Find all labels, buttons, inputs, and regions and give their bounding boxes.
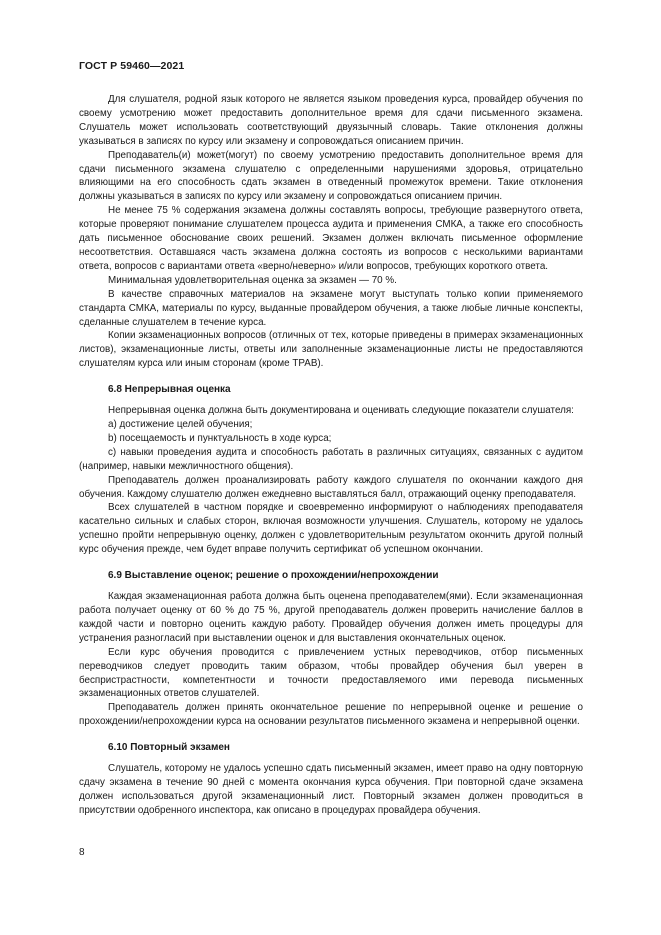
paragraph: Копии экзаменационных вопросов (отличных от тех, которые приведены в примерах экзаменационных листов), экзаменационные листы, ответы или заполненные экзаменационные листы не предоставляются слушателям курса или иным сторонам (кроме ТРАВ). xyxy=(79,330,583,370)
paragraph: Не менее 75 % содержания экзамена должны составлять вопросы, требующие развернутого ответа, которые проверяют понимание слушателем процесса аудита и применения СМКА, а также его способность дать письменное обоснование своих решений. Экзамен должен включать письменное оформление несоответствия. Оставшаяся часть экзамена должна состоять из вопросов с несколькими вариантами ответа, вопросов с вариантами ответа «верно/неверно» и/или вопросов, требующих короткого ответа. xyxy=(79,205,583,272)
paragraph: Непрерывная оценка должна быть документирована и оценивать следующие показатели слушателя: xyxy=(108,405,574,417)
list-item: a) достижение целей обучения; xyxy=(108,419,253,431)
document-body xyxy=(79,93,583,818)
section-heading-6-9: 6.9 Выставление оценок; решение о прохождении/непрохождении xyxy=(108,570,439,582)
document-header: ГОСТ Р 59460—2021 xyxy=(79,60,185,72)
section-heading-6-8: 6.8 Непрерывная оценка xyxy=(108,384,231,396)
paragraph: Для слушателя, родной язык которого не является языком проведения курса, провайдер обучения по своему усмотрению может предоставить дополнительное время для сдачи письменного экзамена. Слушатель может использовать соответствующий двуязычный словарь. Такие отклонения должны указываться в записях по курсу или экзамену и сопровождаться описанием причин. xyxy=(79,94,583,147)
paragraph: В качестве справочных материалов на экзамене могут выступать только копии применяемого стандарта СМКА, материалы по курсу, выданные провайдером обучения, а также любые личные конспекты, сделанные слушателем в течение курса. xyxy=(79,288,583,328)
paragraph: Преподаватель(и) может(могут) по своему усмотрению предоставить дополнительное время для сдачи письменного экзамена слушателю с определенными нарушениями здоровья, отрицательно влияющими на его способность сдать экзамен в отведенный промежуток времени. Такие отклонения должны указываться в записях по курсу или экзамену и сопровождаться описанием причин. xyxy=(79,149,583,203)
list-item: c) навыки проведения аудита и способность работать в различных ситуациях, связанных с аудитом (например, навыки межличностного общения). xyxy=(79,446,583,472)
section-heading-6-10: 6.10 Повторный экзамен xyxy=(108,742,230,754)
list-item: b) посещаемость и пунктуальность в ходе курса; xyxy=(108,432,332,444)
paragraph: Каждая экзаменационная работа должна быть оценена преподавателем(ями). Если экзаменационная работа получает оценку от 60 % до 75 %, другой преподаватель должен проверить начисление баллов в каждой части и повторно оценить каждую работу. Провайдер обучения должен иметь процедуры для устранения разногласий при выставлении оценок и для выставления окончательных оценок. xyxy=(79,591,583,644)
paragraph: Преподаватель должен проанализировать работу каждого слушателя по окончании каждого дня обучения. Каждому слушателю должен ежедневно выставляться балл, отражающий оценку преподавателя. xyxy=(79,474,583,500)
page-number: 8 xyxy=(79,847,85,858)
paragraph: Минимальная удовлетворительная оценка за экзамен — 70 %. xyxy=(108,274,397,286)
paragraph: Слушатель, которому не удалось успешно сдать письменный экзамен, имеет право на одну повторную сдачу экзамена в течение 90 дней с момента окончания курса обучения. При повторной сдаче экзамена должен использоваться другой экзаменационный лист. Повторный экзамен должен проводиться в присутствии одобренного инспектора, как описано в процедурах провайдера обучения. xyxy=(79,763,583,816)
paragraph: Преподаватель должен принять окончательное решение по непрерывной оценке и решение о прохождении/непрохождении курса на основании результатов письменного экзамена и непрерывной оценки. xyxy=(79,702,583,728)
paragraph: Если курс обучения проводится с привлечением устных переводчиков, отбор письменных переводчиков следует проводить таким образом, чтобы провайдер обучения был уверен в беспристрастности, компетентности и точности предоставляемого ими перевода письменных экзаменационных ответов слушателей. xyxy=(79,646,583,700)
paragraph: Всех слушателей в частном порядке и своевременно информируют о наблюдениях преподавателя касательно сильных и слабых сторон, включая возможности улучшения. Слушатель, которому не удалось успешно пройти непрерывную оценку, должен с удовлетворительным результатом окончить другой полный курс обучения прежде, чем будет вправе получить сертификат об успешном окончании. xyxy=(79,502,583,556)
